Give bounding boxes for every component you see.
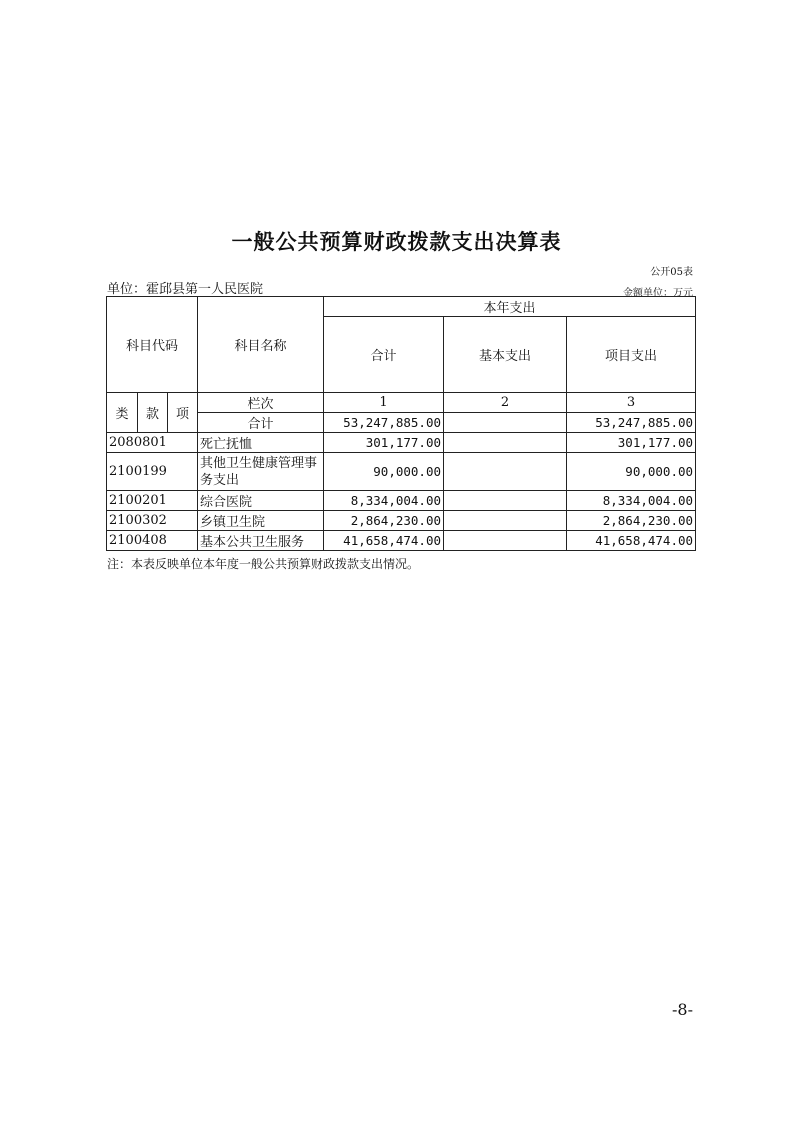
total-label: 合计 — [198, 413, 324, 433]
row-total: 8,334,004.00 — [324, 491, 444, 511]
row-code: 2100408 — [107, 531, 198, 551]
row-name: 乡镇卫生院 — [198, 511, 324, 531]
row-total: 301,177.00 — [324, 433, 444, 453]
row-name: 其他卫生健康管理事务支出 — [198, 453, 324, 491]
header-basic: 基本支出 — [444, 317, 567, 393]
row-project: 301,177.00 — [567, 433, 696, 453]
row-basic — [444, 511, 567, 531]
row-name: 基本公共卫生服务 — [198, 531, 324, 551]
row-project: 41,658,474.00 — [567, 531, 696, 551]
table-row — [107, 433, 696, 453]
reporting-unit: 单位：霍邱县第一人民医院 — [107, 282, 264, 297]
table-row — [107, 491, 696, 511]
form-number: 公开05表 — [650, 267, 693, 278]
table-row — [107, 531, 696, 551]
header-current-year: 本年支出 — [324, 297, 696, 317]
header-lei: 类 — [107, 393, 138, 433]
table-row — [107, 511, 696, 531]
row-project: 8,334,004.00 — [567, 491, 696, 511]
column-number-1: 1 — [324, 393, 444, 413]
row-total: 2,864,230.00 — [324, 511, 444, 531]
page-number: -8- — [672, 1000, 693, 1019]
header-total: 合计 — [324, 317, 444, 393]
table-row — [107, 453, 696, 491]
header-subject-code: 科目代码 — [107, 297, 198, 393]
header-xiang: 项 — [168, 393, 198, 433]
row-basic — [444, 433, 567, 453]
row-name: 综合医院 — [198, 491, 324, 511]
row-name: 死亡抚恤 — [198, 433, 324, 453]
row-project: 2,864,230.00 — [567, 511, 696, 531]
total-amount: 53,247,885.00 — [324, 413, 444, 433]
header-kuan: 款 — [138, 393, 168, 433]
row-code: 2100201 — [107, 491, 198, 511]
row-total: 90,000.00 — [324, 453, 444, 491]
column-number-2: 2 — [444, 393, 567, 413]
row-basic — [444, 531, 567, 551]
header-project: 项目支出 — [567, 317, 696, 393]
header-subject-name: 科目名称 — [198, 297, 324, 393]
expenditure-table — [106, 296, 696, 551]
row-basic — [444, 491, 567, 511]
table-note: 注：本表反映单位本年度一般公共预算财政拨款支出情况。 — [107, 557, 420, 571]
row-basic — [444, 453, 567, 491]
page-title: 一般公共预算财政拨款支出决算表 — [231, 230, 562, 254]
row-code: 2100302 — [107, 511, 198, 531]
header-column-order: 栏次 — [198, 393, 324, 413]
row-total: 41,658,474.00 — [324, 531, 444, 551]
amount-unit: 金额单位：万元 — [623, 288, 693, 299]
total-project: 53,247,885.00 — [567, 413, 696, 433]
row-project: 90,000.00 — [567, 453, 696, 491]
column-number-3: 3 — [567, 393, 696, 413]
row-code: 2100199 — [107, 453, 198, 491]
total-basic — [444, 413, 567, 433]
row-code: 2080801 — [107, 433, 198, 453]
